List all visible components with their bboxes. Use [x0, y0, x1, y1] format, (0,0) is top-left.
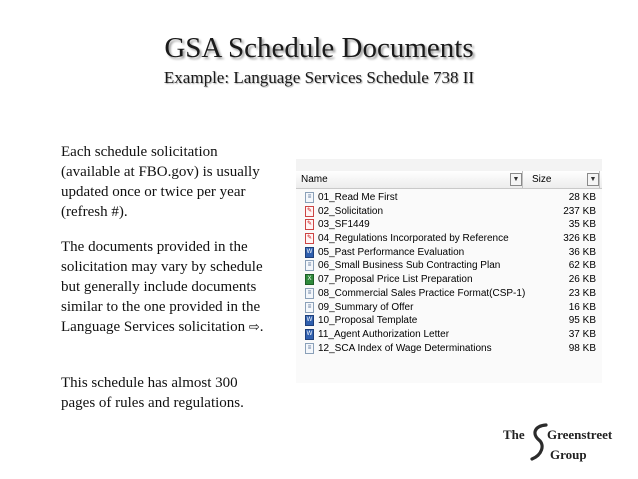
- size-sort-dropdown-icon[interactable]: ▼: [587, 173, 599, 186]
- file-name: 07_Proposal Price List Preparation: [318, 274, 473, 286]
- paragraph-documents: [61, 237, 271, 338]
- file-row[interactable]: [296, 273, 602, 287]
- file-row[interactable]: [296, 259, 602, 273]
- file-row[interactable]: [296, 314, 602, 328]
- file-row[interactable]: [296, 328, 602, 342]
- file-name: 10_Proposal Template: [318, 315, 418, 327]
- file-name: 09_Summary of Offer: [318, 301, 414, 313]
- file-name: 03_SF1449: [318, 219, 370, 231]
- paragraph-documents-text: The documents provided in the solicitation may vary by schedule but generally include documents similar to the one provided in the Language Services solicitation: [61, 239, 263, 335]
- file-row[interactable]: [296, 301, 602, 315]
- logo-greenstreet: Greenstreet: [547, 427, 613, 442]
- file-name: 02_Solicitation: [318, 205, 384, 217]
- file-name: 11_Agent Authorization Letter: [318, 328, 450, 340]
- pdf-file-icon: ✎: [305, 233, 314, 244]
- column-header-row: [296, 171, 602, 189]
- logo-the: The: [503, 427, 525, 442]
- file-size: 16 KB: [568, 301, 596, 313]
- file-list: [296, 191, 602, 355]
- file-name: 05_Past Performance Evaluation: [318, 246, 465, 258]
- file-explorer-screenshot: [296, 159, 602, 383]
- pdf-file-icon: ✎: [305, 219, 314, 230]
- file-size: 237 KB: [563, 205, 596, 217]
- file-row[interactable]: [296, 205, 602, 219]
- pdf-file-icon: ✎: [305, 206, 314, 217]
- word-file-icon: W: [305, 315, 314, 326]
- slide-subtitle: Example: Language Services Schedule 738 II: [163, 68, 475, 87]
- greenstreet-group-logo: [503, 422, 613, 464]
- file-size: 95 KB: [568, 315, 596, 327]
- slide-title: GSA Schedule Documents: [164, 32, 474, 64]
- word-file-icon: W: [305, 247, 314, 258]
- file-row[interactable]: [296, 287, 602, 301]
- file-row[interactable]: [296, 191, 602, 205]
- paragraph-solicitation: Each schedule solicitation (available at FBO.gov) is usually updated once or twice per year (refresh #).: [61, 144, 260, 220]
- file-size: 35 KB: [568, 219, 596, 231]
- file-size: 28 KB: [568, 192, 596, 203]
- column-divider[interactable]: [522, 171, 523, 188]
- file-size: 326 KB: [563, 233, 596, 245]
- file-size: 98 KB: [568, 342, 596, 354]
- paragraph-pages: This schedule has almost 300 pages of rules and regulations.: [61, 375, 244, 411]
- logo-swoosh-icon: [530, 422, 548, 462]
- generic-file-icon: ≡: [305, 302, 314, 313]
- file-row[interactable]: [296, 218, 602, 232]
- generic-file-icon: ≡: [305, 288, 314, 299]
- file-size: 26 KB: [568, 274, 596, 286]
- file-row[interactable]: [296, 342, 602, 356]
- excel-file-icon: X: [305, 274, 314, 285]
- name-sort-dropdown-icon[interactable]: ▼: [510, 173, 522, 186]
- column-divider[interactable]: [599, 171, 600, 188]
- generic-file-icon: ≡: [305, 343, 314, 354]
- paragraph-period: .: [259, 319, 264, 335]
- file-row[interactable]: [296, 232, 602, 246]
- file-size: 23 KB: [568, 287, 596, 299]
- file-row[interactable]: [296, 246, 602, 260]
- file-size: 36 KB: [568, 246, 596, 258]
- file-size: 37 KB: [568, 328, 596, 340]
- explorer-header-bar: [296, 159, 602, 171]
- generic-file-icon: ≡: [305, 260, 314, 271]
- arrow-right-icon: ⇨: [248, 320, 260, 335]
- file-name: 12_SCA Index of Wage Determinations: [318, 342, 492, 354]
- logo-group: Group: [550, 447, 587, 462]
- file-name: 04_Regulations Incorporated by Reference: [318, 233, 509, 245]
- file-name: 01_Read Me First: [318, 192, 398, 203]
- column-header-size[interactable]: Size: [532, 174, 552, 185]
- file-name: 08_Commercial Sales Practice Format(CSP-1): [318, 287, 526, 299]
- file-name: 06_Small Business Sub Contracting Plan: [318, 260, 501, 272]
- word-file-icon: W: [305, 329, 314, 340]
- column-header-name[interactable]: Name: [301, 174, 328, 185]
- generic-file-icon: ≡: [305, 192, 314, 203]
- file-size: 62 KB: [568, 260, 596, 272]
